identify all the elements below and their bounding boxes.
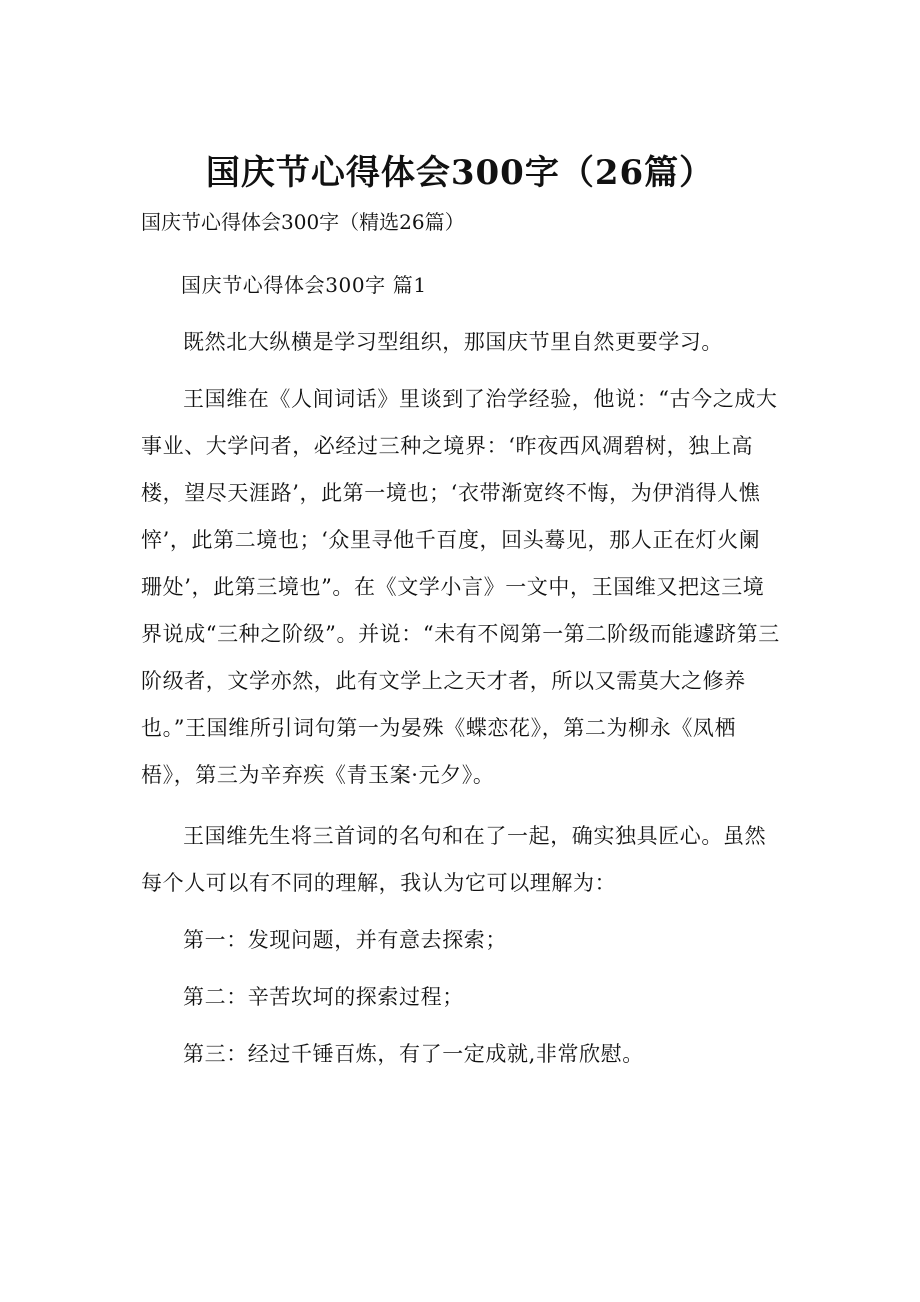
list-item: 第三：经过千锤百炼，有了一定成就,非常欣慰。 bbox=[183, 1042, 644, 1066]
document-body bbox=[141, 262, 781, 1088]
paragraph: 既然北大纵横是学习型组织，那国庆节里自然更要学习。 bbox=[183, 330, 723, 354]
paragraph: 王国维先生将三首词的名句和在了一起，确实独具匠心。虽然每个人可以有不同的理解，我认为它可以理解为： bbox=[141, 824, 767, 895]
list-item: 第一：发现问题，并有意去探索； bbox=[183, 928, 507, 952]
document-title: 国庆节心得体会300字（26篇） bbox=[205, 153, 715, 193]
list-item: 第二：辛苦坎坷的探索过程； bbox=[183, 985, 464, 1009]
document-subtitle: 国庆节心得体会300字（精选26篇） bbox=[141, 210, 465, 234]
paragraph: 王国维在《人间词话》里谈到了治学经验，他说：“古今之成大事业、大学问者，必经过三种之境界：‘昨夜西风凋碧树，独上高楼，望尽天涯路’，此第一境也；‘衣带渐宽终不悔，为伊消得人憔悴’，此第二境也；‘众里寻他千百度，回头蓦见，那人正在灯火阑珊处’，此第三境也”。在《文学小言》一文中，王国维又把这三境界说成“三种之阶级”。并说：“未有不阅第一第二阶级而能遽跻第三阶级者，文学亦然，此有文学上之天才者，所以又需莫大之修养也。”王国维所引词句第一为晏殊《蝶恋花》，第二为柳永《凤栖梧》，第三为辛弃疾《青玉案·元夕》。 bbox=[141, 387, 780, 787]
section-heading: 国庆节心得体会300字 篇1 bbox=[181, 273, 427, 297]
